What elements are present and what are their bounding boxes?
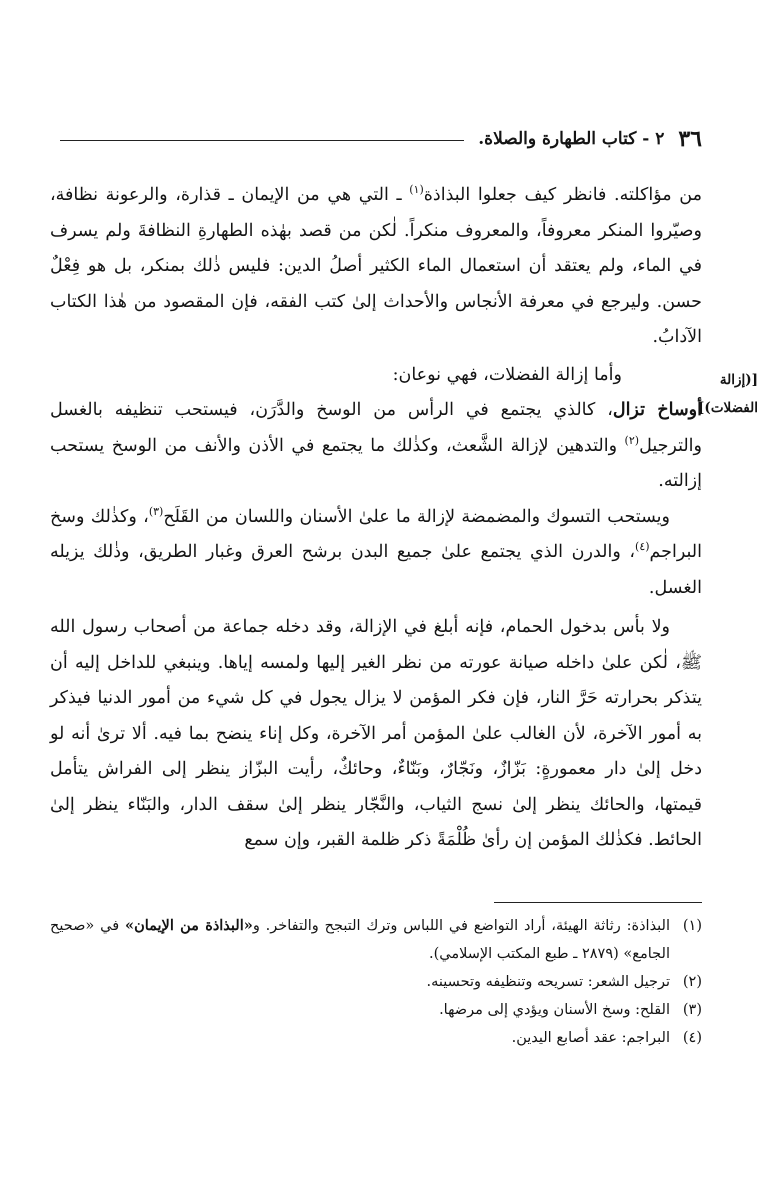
main-text	[50, 178, 758, 859]
section-intro: وأما إزالة الفضلات، فهي نوعان:	[392, 364, 622, 385]
page-number: ٣٦	[678, 126, 702, 152]
footnote-number: (٣)	[682, 1002, 702, 1018]
footnote-text: البراجم: عقد أصابع اليدين.	[511, 1030, 670, 1046]
paragraph-2-lead: أوساخ تزال	[612, 400, 702, 420]
paragraph-3-text-b: ، وكذٰلك وسخ البراجم	[50, 506, 702, 562]
footnote-3	[50, 996, 702, 1024]
footnote-1	[50, 912, 702, 968]
footnote-number: (٤)	[682, 1030, 702, 1046]
page-header	[60, 122, 702, 156]
footnote-2	[50, 968, 702, 996]
paragraph-2-text-b: والتدهين لإزالة الشَّعث، وكذٰلك ما يجتمع في الأذن والأنف من الوسخ يستحب إزالته.	[50, 435, 702, 491]
footnote-text: ترجيل الشعر: تسريحه وتنظيفه وتحسينه.	[426, 974, 670, 990]
margin-heading: [(إزالة الفضلات)]	[698, 371, 758, 416]
paragraph-2	[50, 393, 702, 500]
paragraph-3-text-a: ويستحب التسوك والمضمضة لإزالة ما علىٰ الأسنان واللسان من القَلَح	[163, 506, 670, 527]
paragraph-1	[50, 178, 702, 356]
footnote-ref-1: (١)	[409, 183, 424, 197]
paragraph-2-text-a: ، كالذي يجتمع في الرأس من الوسخ والدَّرَن، فيستحب تنظيفه بالغسل والترجيل	[50, 400, 702, 456]
footnote-ref-2: (٢)	[624, 433, 640, 447]
footnote-1-bold: «البذاذة من الإيمان»	[125, 917, 253, 934]
footnote-ref-3: (٣)	[148, 504, 164, 518]
footnote-ref-4: (٤)	[635, 540, 650, 554]
footnote-1-after: في «صحيح الجامع» (٢٨٧٩ ـ طبع المكتب الإسلامي).	[50, 918, 670, 962]
footnote-text	[50, 912, 670, 968]
footnote-1-plain: البذاذة: رثاثة الهيئة، أراد التواضع في اللباس وترك التبجح والتفاخر. و	[252, 918, 671, 934]
footnote-text: القلح: وسخ الأسنان ويؤدي إلى مرضها.	[439, 1002, 670, 1018]
footnote-4	[50, 1024, 702, 1052]
running-title: ٢ - كتاب الطهارة والصلاة.	[478, 129, 665, 149]
paragraph-3-text-c: ، والدرن الذي يجتمع علىٰ جميع البدن برشح العرق وغبار الطريق، وذٰلك يزيله الغسل.	[50, 542, 702, 598]
footnote-number: (١)	[682, 918, 702, 934]
section-removal-of-waste	[50, 358, 758, 500]
paragraph-4: ولا بأس بدخول الحمام، فإنه أبلغ في الإزالة، وقد دخله جماعة من أصحاب رسول الله ﷺ، لٰكن علىٰ داخله صيانة عورته من نظر الغير إليها ولمسه إياها. وينبغي للداخل إليه أن يتذكر بحرارته حَرَّ النار، فإن فكر المؤمن لا يزال يجول في كل شيء من أمور الدنيا فيذكر به أمور الآخرة، لأن الغالب علىٰ المؤمن أمر الآخرة، وكل إناء ينضح بما فيه. ألا ترىٰ أنه لو دخل إلىٰ دار معمورةٍ: بَزّازٌ، ونَجّارٌ، وبَنّاءٌ، وحائكٌ، رأيت البزّاز ينظر إلى الفراش يتأمل قيمتها، والحائك ينظر إلىٰ نسج الثياب، والنَّجّار ينظر إلىٰ سقف الدار، والبَنّاء ينظر إلىٰ الحائط. فكذٰلك المؤمن إن رأىٰ ظُلْمَةً ذكر ظلمة القبر، وإن سمع	[50, 617, 703, 850]
footnote-number: (٢)	[682, 974, 702, 990]
paragraph-1-text-b: ـ التي هي من الإيمان ـ قذارة، والرعونة نظافة، وصيّروا المنكر معروفاً، والمعروف منكراً. لٰكن من قصد بهٰذه الطهارةِ النظافةَ ولم يسرف في الماء، ولم يعتقد أن استعمال الماء الكثير أصلُ الدين: فليس ذٰلك بمنكر، بل هو فِعْلٌ حسن. وليرجع في معرفة الأنجاس والأحداث إلىٰ كتب الفقه، فإن المقصود من هٰذا الكتاب الآدابُ.	[50, 185, 702, 347]
footnote-divider	[494, 902, 702, 903]
paragraph-3	[50, 500, 702, 607]
footnotes	[50, 912, 702, 1052]
header-rule	[60, 140, 464, 141]
paragraph-1-text-a: من مؤاكلته. فانظر كيف جعلوا البذاذة	[423, 185, 702, 205]
